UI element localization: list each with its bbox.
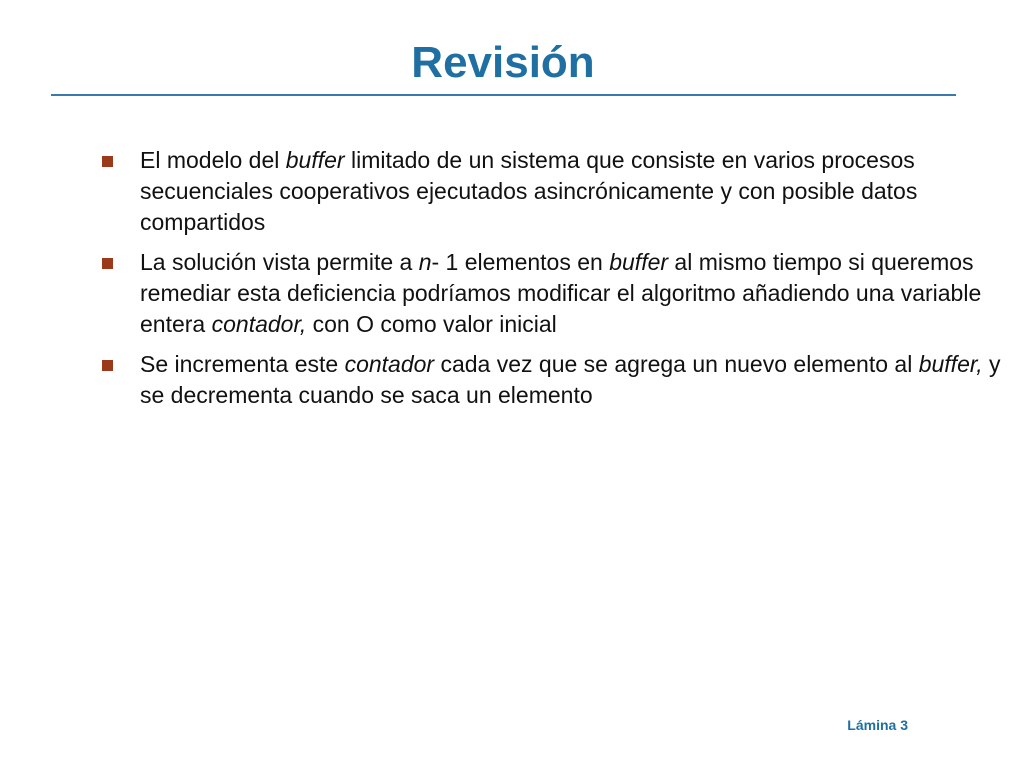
bullet-text-italic-run: n bbox=[418, 249, 432, 275]
bullet-text-run: limitado de un sistema que consiste en varios procesos secuenciales cooperativos ejecutados asincrónicamente y con posible datos compartidos bbox=[140, 147, 918, 235]
bullet-text-run: - 1 elementos en bbox=[431, 249, 610, 275]
bullet-text-run: y se decrementa cuando se saca un elemento bbox=[140, 351, 1001, 408]
bullet-text-italic-run: buffer bbox=[285, 147, 345, 173]
bullet-text-run: con O como valor inicial bbox=[306, 311, 557, 337]
bullet-text-run: Se incrementa este bbox=[140, 351, 345, 377]
bullet-text-italic-run: contador bbox=[344, 351, 435, 377]
bullet-text-run: El modelo del bbox=[140, 147, 286, 173]
bullet-text bbox=[140, 351, 1001, 408]
bullet-item bbox=[100, 247, 1010, 340]
bullet-list bbox=[100, 145, 1010, 420]
bullet-item bbox=[100, 145, 1010, 238]
bullet-text-run: al mismo tiempo si queremos remediar esta deficiencia podríamos modificar el algoritmo añadiendo una variable entera bbox=[140, 249, 982, 337]
bullet-text-run: La solución vista permite a bbox=[140, 249, 419, 275]
square-bullet-icon bbox=[102, 360, 113, 371]
title-divider bbox=[51, 94, 956, 96]
bullet-text-italic-run: buffer bbox=[609, 249, 669, 275]
bullet-text-run: cada vez que se agrega un nuevo elemento al bbox=[434, 351, 919, 377]
bullet-text-italic-run: contador, bbox=[211, 311, 307, 337]
square-bullet-icon bbox=[102, 156, 113, 167]
slide-title: Revisión bbox=[411, 38, 595, 87]
bullet-item bbox=[100, 349, 1010, 411]
bullet-text bbox=[140, 249, 981, 337]
square-bullet-icon bbox=[102, 258, 113, 269]
bullet-text-italic-run: buffer, bbox=[918, 351, 983, 377]
slide-number: Lámina 3 bbox=[847, 717, 908, 733]
bullet-text bbox=[140, 147, 917, 235]
